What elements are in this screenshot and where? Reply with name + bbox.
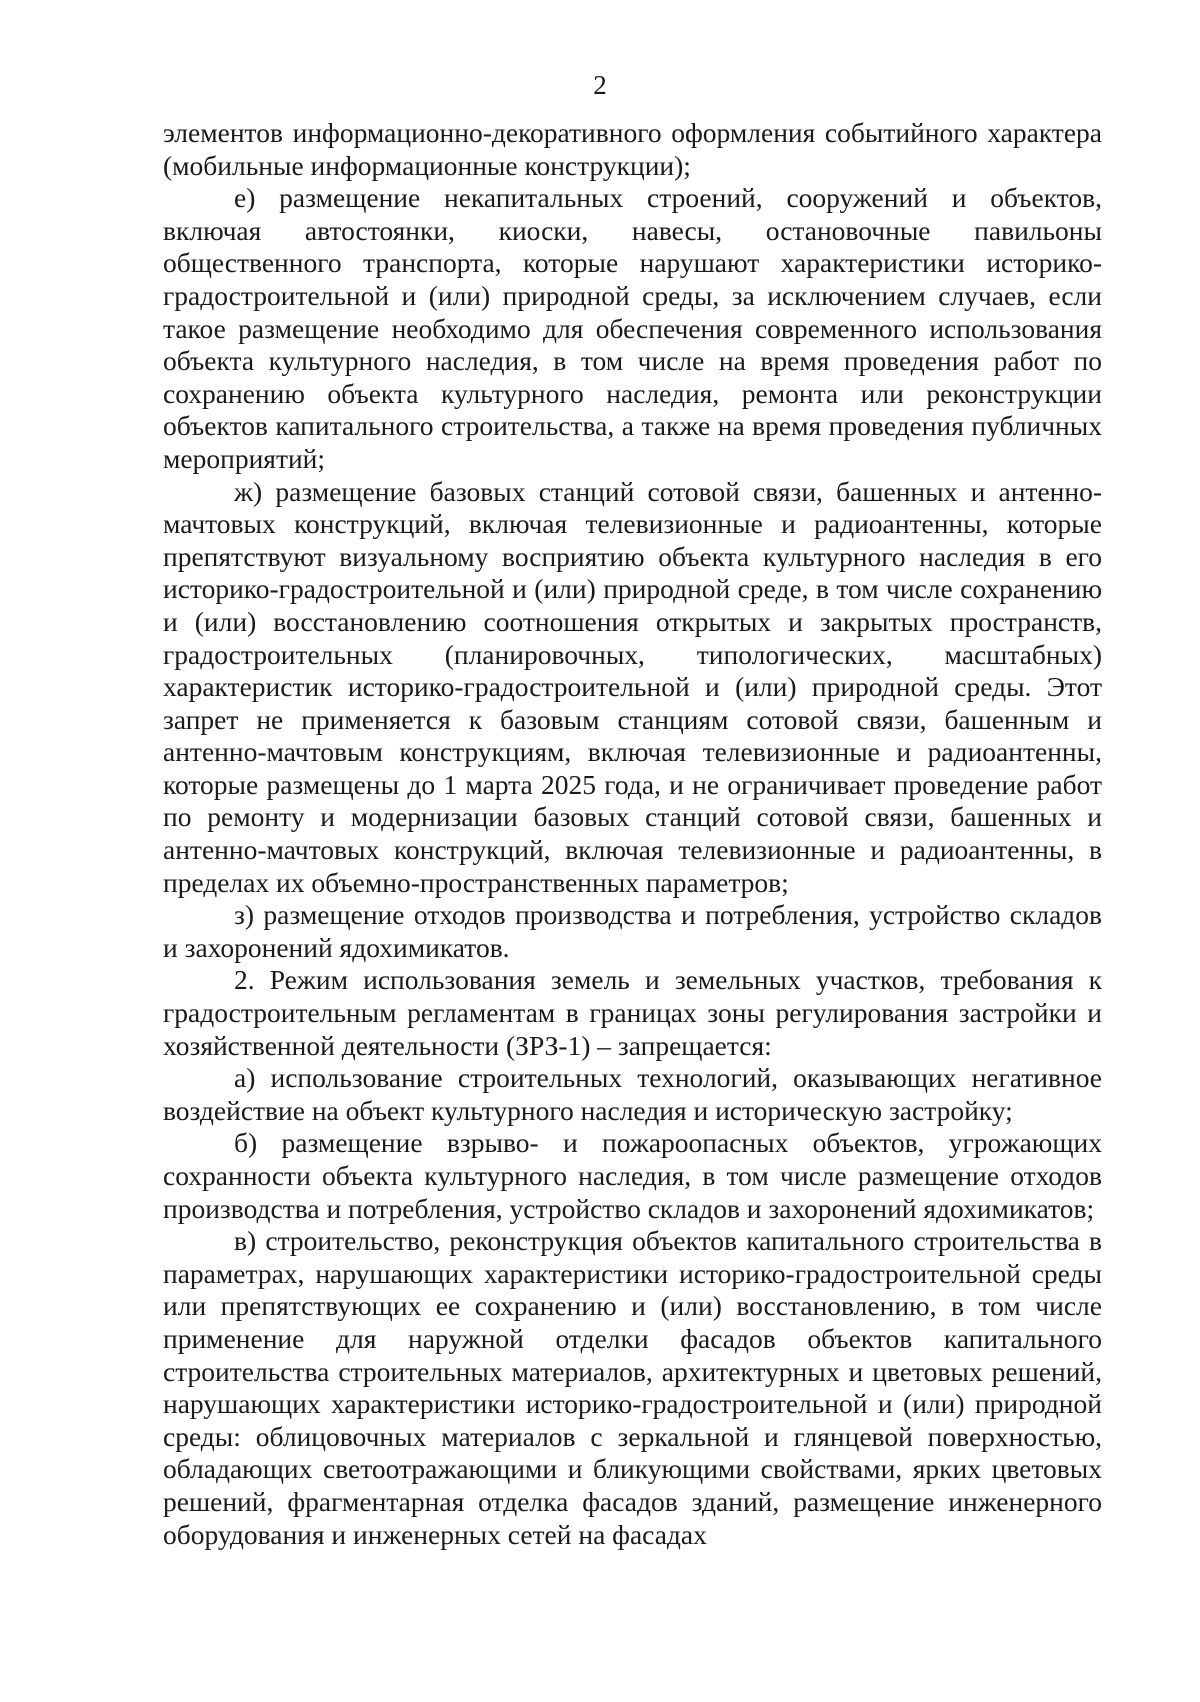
paragraph-item-zh: ж) размещение базовых станций сотовой связи, башенных и антенно-мачтовых конструкций, включая телевизионные и радиоантенны, которые препятствуют визуальному восприятию объекта культурного наследия в его историко-градостроительной и (или) природной среде, в том числе сохранению и (или) восстановлению соотношения открытых и закрытых пространств, градостроительных (планировочных, типологических, масштабных) характеристик историко-градостроительной и (или) природной среды. Этот запрет не применяется к базовым станциям сотовой связи, башенным и антенно-мачтовым конструкциям, включая телевизионные и радиоантенны, которые размещены до 1 марта 2025 года, и не ограничивает проведение работ по ремонту и модернизации базовых станций сотовой связи, башенных и антенно-мачтовых конструкций, включая телевизионные и радиоантенны, в пределах их объемно-пространственных параметров; (163, 475, 1102, 898)
paragraph-item-e: е) размещение некапитальных строений, сооружений и объектов, включая автостоянки, киоски, навесы, остановочные павильоны общественного транспорта, которые нарушают характеристики историко-градостроительной и (или) природной среды, за исключением случаев, если такое размещение необходимо для обеспечения современного использования объекта культурного наследия, в том числе на время проведения работ по сохранению объекта культурного наследия, ремонта или реконструкции объектов капитального строительства, а также на время проведения публичных мероприятий; (163, 182, 1102, 474)
page-number: 2 (593, 70, 607, 100)
paragraph-item-a: а) использование строительных технологий, оказывающих негативное воздействие на объект культурного наследия и историческую застройку; (163, 1062, 1102, 1126)
paragraph-section-2: 2. Режим использования земель и земельных участков, требования к градостроительным регламентам в границах зоны регулирования застройки и хозяйственной деятельности (ЗРЗ-1) – запрещается: (163, 964, 1102, 1061)
document-body (163, 117, 1102, 1551)
paragraph-item-b: б) размещение взрыво- и пожароопасных объектов, угрожающих сохранности объекта культурного наследия, в том числе размещение отходов производства и потребления, устройство складов и захоронений ядохимикатов; (163, 1127, 1102, 1224)
paragraph-item-z: з) размещение отходов производства и потребления, устройство складов и захоронений ядохимикатов. (163, 899, 1102, 963)
paragraph-item-v: в) строительство, реконструкция объектов капитального строительства в параметрах, нарушающих характеристики историко-градостроительной среды или препятствующих ее сохранению и (или) восстановлению, в том числе применение для наружной отделки фасадов объектов капитального строительства строительных материалов, архитектурных и цветовых решений, нарушающих характеристики историко-градостроительной и (или) природной среды: облицовочных материалов с зеркальной и глянцевой поверхностью, обладающих светоотражающими и бликующими свойствами, ярких цветовых решений, фрагментарная отделка фасадов зданий, размещение инженерного оборудования и инженерных сетей на фасадах (163, 1225, 1102, 1550)
paragraph-continuation: элементов информационно-декоративного оформления событийного характера (мобильные информационные конструкции); (163, 117, 1102, 181)
